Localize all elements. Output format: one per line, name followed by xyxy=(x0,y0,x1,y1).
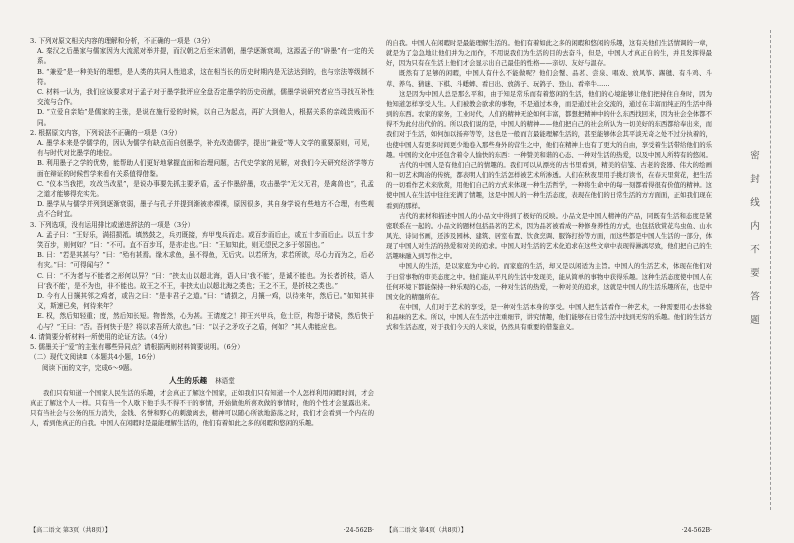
binding-margin xyxy=(716,0,794,543)
passage-paragraph: 这是因为中国人总是那么平和，由于知足常乐而有着悠闲的生活，他们的心境能够让他们把持住自身时，因为他知道怎样享受人生。人们被教会欲求的事物，不是通过本身，而是通过社会交流的，通过在丰富而纯正的生活中得到的东西。农家的家务，工业时代，人们的精神无论如何丰富，都想把精神中的什么东西找回来，因为社会全体都不得不为此付出代价的。所以我们说的是，中国人的精神——他们把自己的社会所认为一切美好的东西都给奉出来，而我们对于生活，如何加以扬弃等等，这也是一般而言最能理解生活的，甚至能够体会其平淡无奇之处不过分执着的，也使中国人有更多时间更少地卷入那些身外的营生之中，他们在精神上也有了更大的自由，享受着生活带给他们的乐趣。中国的文化中还包含着令人愉快的东西：一种赞美和谐的心态、一种对生活的热爱，以及中国人所特有的悠闲。 xyxy=(386,89,712,159)
footer-exam-code: ·24-562B· xyxy=(681,527,712,534)
passage-paragraph: 我们只有知道一个国家人民生活的乐趣，才会真正了解这个国家，正如我们只有知道一个人怎样利用闲暇时间，才会真正了解这个人一样。只有当一个人歇下他手头不得不干的事情，开始做他所喜欢做的事情时，他的个性才会显露出来。只有当社会与公务的压力消失，金钱、名誉和野心的刺激离去，精神可以随心所欲地游荡之时，我们才会看到一个内在的人，看到他真正的自我。中国人在闲暇时是最能理解生活的，他们有着如此之多的闲暇和悠闲的乐趣。 xyxy=(30,388,374,428)
answer-option: A. 秦汉之后墨家与儒家因为大流派对举并提，而汉朝之后至宋清朝，墨学逐渐衰竭，这源孟子的“辟墨”有一定的关系。 xyxy=(37,47,374,66)
section-heading: 阅读下面的文字，完成6～9题。 xyxy=(42,363,137,372)
page-right xyxy=(384,0,712,543)
passage-paragraph: 中国人的生活，是以家庭为中心的。而家庭的生活，却又是以闲适为主旨。中国人的生活艺术，体现在他们对于日常事物的审美态度之中。他们能从平凡的生活中发现美，能从简单的事物中获得乐趣。这种生活态度使中国人在任何环境下都能保持一种乐观的心态，一种对生活的热爱，一种对美的追求，这就是中国人的生活乐趣所在，也是中国文化的精髓所在。 xyxy=(386,262,712,301)
footer-exam-code: ·24-562B· xyxy=(343,527,374,534)
passage-title xyxy=(30,375,374,387)
answer-option: C. 材料一认为，我们应该要求对于孟子对于墨学批评应全盘否定墨学的历史贡献，儒墨学说研究者应当寻找互补性交流与合作。 xyxy=(37,88,374,107)
question-stem: 3. 下列对原文相关内容的理解和分析，不正确的一项是（3分） xyxy=(30,37,215,45)
answer-option: A. 墨学本来是学儒学的，因认为儒学有缺点而自创墨学，补充改造儒学，提出“兼爱”等人文学的重要原则，可见，有与时代对比墨学的地位。 xyxy=(37,139,374,158)
passage-paragraph: 的自我。中国人在闲暇时是最能理解生活的。他们有着如此之多的闲暇和悠闲的乐趣，这有关他们生活情调的一章，就是为了急急地让他们并为之而作，不用说我们为生活的目的去奋斗，但是，中国人才真正自的生，并且发挥得最好，因为只有在生活上他们才会显示出自己最佳的性格——亲切、友好与温存。 xyxy=(386,39,712,68)
page-left xyxy=(0,0,380,543)
answer-option: D. “立爱自亲始”是儒家的主张，是说在施行爱的时候，以自己为起点，再扩大到他人，根据关系的亲疏贵贱而不同。 xyxy=(37,108,374,127)
answer-option: D. 墨学从与儒学并列到逐渐衰弱，墨子与孔子并提到渐被赤裸裸，原因很多，其自身学说有些地方不合理，有些观点不合时宜。 xyxy=(37,200,374,219)
question-stem: 5. 儒墨关于“爱”的主张有哪些异同点？请根据两则材料简要说明。（6分） xyxy=(30,343,244,352)
question-stem: 2. 根据原文内容，下列说法不正确的一项是（3分） xyxy=(30,128,182,137)
passage-author: 林语堂 xyxy=(215,376,235,385)
question-stem: 4. 请简要分析材料一所使用的论证方法。（4分） xyxy=(30,332,172,341)
seal-line-notice: 密封线内不要答题 xyxy=(748,150,759,338)
page-footer-left xyxy=(30,525,374,537)
right-column xyxy=(386,38,712,333)
answer-option: C. 曰：“不为者与不能者之形何以异？”曰：“挟太山以超北海，语人曰‘我不能’，是诚不能也。为长者折枝，语人曰‘我不能’，是不为也，非不能也。故王之不王，非挟太山以超北海之类也；王之不王，是折枝之类也。” xyxy=(37,271,374,290)
answer-option: E. 权，然后知轻重；度，然后知长短。物皆然，心为甚。王请度之！抑王兴甲兵，危士臣，构怨于诸侯，然后快于心与？”王曰：“否。吾何快于是？将以求吾所大欲也。”曰：“以子之矛攻子之盾，何如？”其人弗能应也。 xyxy=(37,312,374,331)
seal-line xyxy=(770,30,771,510)
footer-page-label: 【高二语文 第4页（共8页）】 xyxy=(386,527,467,534)
passage-paragraph: 古代的素材和描述中国人的小品文中得到了极好的反映。小品文是中国人精神的产品，同既有生活和态度是紧密联系在一起的。小品文的题材包括品茗的艺术，因为品茗被看成一种修身养性的方式，也包括欣赏花鸟虫鱼、山水风光、诗词书画，还涉及园林、建筑、居室布置、饮食烹调、服饰打扮等方面，而这些都是中国人生活的一部分，体现了中国人对生活的热爱和对美的追求。中国人对生活的艺术化追求在这些文章中表现得淋漓尽致，他们把自己的生活趣味融入到写作之中。 xyxy=(386,211,712,261)
answer-option: B. 曰：“若是其甚与？”曰：“殆有甚焉。缘木求鱼，虽不得鱼，无后灾。以若所为，求若所欲，尽心力而为之，后必有灾。”曰：“可得闻与？” xyxy=(37,251,374,270)
answer-option: B. 利用墨子之学的优势，能帮助人们更好地掌握直面和治理问题，古代史学家的见解，对我们今天研究经济学等方面在辩证的时候哲学来看有关系值得借鉴。 xyxy=(37,159,374,178)
passage-paragraph: 在中国，人们对于艺术的享受，是一种对生活本身的享受。中国人把生活看作一种艺术，一种需要用心去体验和品味的艺术。所以，中国人在生活中注重细节，讲究情趣，他们能够在日常生活中找到无穷的乐趣。他们的生活方式和生活态度，对于我们今天的人来说，仍然具有重要的借鉴意义。 xyxy=(386,303,712,332)
answer-option: C. “仪本当我把，攻改当改星”，是说办事要先抓主要矛盾，孟子作墨辞墨，攻击墨学“无父无君，是禽兽也”，孔孟之道才能够得充实先。 xyxy=(37,179,374,199)
question-stem: 3. 下列选项，没有运用排比或递进辞法的一项是（3分） xyxy=(30,220,195,229)
section-heading: （二）现代文阅读Ⅱ（本题共4小题，16分） xyxy=(30,353,160,362)
passage-paragraph: 古代的中国人是有他们自己的情趣的。我们可以从漂亮的古书里看到，精美的信笺、古老的瓷器、伟大的绘画和一切艺术陶冶的传统，都表明人们的生活怎样被艺术所渗透。人们在秋夜里用手挑灯读书，在春天里赏花，把生活的一切看作艺术来欣赏，用他们自己的方式来体现一种生活哲学，一种将生命中的每一刻都看得很有价值的精神。这使中国人在生活中往往充满了情趣，这是中国人的一种生活态度，表现在他们的日常生活的方方面面，正如我们现在看到的那样。 xyxy=(386,160,712,210)
answer-option: A. 孟子曰：“王好乐，满招损祗。填然鼓之，兵刃既接，弃甲曳兵而走。或百步而后止，或五十步而后止。以五十步笑百步，则何如？”曰：“不可。直不百步耳，是亦走也。”曰：“王如知此，则无望民之多于邻国也。” xyxy=(37,230,374,250)
answer-option: D. 今有人日攘其邻之鸡者，或告之曰：“是非君子之道。”曰：“请损之，月攘一鸡，以待来年，然后已。”如知其非义，斯速已矣，何待来年？ xyxy=(37,292,374,311)
answer-option: B. “兼爱”是一种美好的理想，是人类的共同人性追求，这在相当长的历史时期内是无法达到的，也与宗法等级制不符。 xyxy=(37,67,374,86)
passage-paragraph: 既然有了足够的闲暇，中国人有什么不能做呢？他们会蟹、品茗、尝泉、唱戏、放风筝、踢毽、有斗鸡、斗草、养鸟、猜谜、下棋、斗蟋蟀、看日出、放鸽子、玩鸽子、登山、看牵牛…… xyxy=(386,69,712,88)
footer-page-label: 【高二语文 第3页（共8页）】 xyxy=(30,527,111,534)
page-footer-right xyxy=(386,525,712,537)
left-column xyxy=(30,36,374,428)
passage-title-text: 人生的乐趣 xyxy=(169,375,208,385)
